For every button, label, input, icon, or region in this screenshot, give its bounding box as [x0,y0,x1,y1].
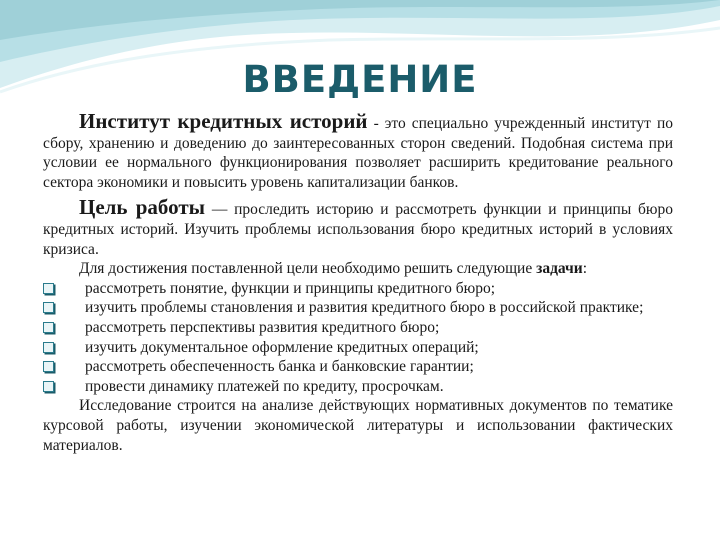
checkbox-bullet-icon [43,342,54,353]
tasks-intro [43,259,673,279]
slide-title: ВВЕДЕНИЕ [242,58,478,101]
list-item [43,338,673,358]
task-text: изучить проблемы становления и развития кредитного бюро в российской практике; [85,299,644,317]
task-text: рассмотреть обеспеченность банка и банковские гарантии; [85,358,474,376]
task-text: провести динамику платежей по кредиту, просрочкам. [85,377,444,395]
checkbox-bullet-icon [43,302,54,313]
task-text: изучить документальное оформление кредитных операций; [85,338,479,356]
paragraph-research: Исследование строится на анализе действующих нормативных документов по тематике курсовой работы, изучении экономической литературы и использовании фактических материалов. [43,397,673,454]
institute-definition: - это специально учрежденный институт по сбору, хранению и доведению до заинтересованных сторон сведений. Подобная система при условии ее нормального функционирования позволяет расширить кредитование реального сектора экономики и повысить уровень капитализации банков. [43,115,673,191]
checkbox-bullet-icon [43,322,54,333]
tasks-keyword: задачи [536,260,583,278]
checkbox-bullet-icon [43,283,54,294]
slide-body [43,109,673,455]
paragraph-institute [43,109,673,192]
tasks-intro-colon: : [582,260,588,278]
checkbox-bullet-icon [43,381,54,392]
task-text: рассмотреть перспективы развития кредитного бюро; [85,318,440,336]
task-list [43,279,673,397]
task-text: рассмотреть понятие, функции и принципы кредитного бюро; [85,279,496,297]
goal-text: — проследить историю и рассмотреть функции и принципы бюро кредитных историй. Изучить проблемы использования бюро кредитных историй в условиях кризиса. [43,201,673,258]
checkbox-bullet-icon [43,361,54,372]
list-item [43,279,673,299]
list-item [43,357,673,377]
list-item [43,318,673,338]
institute-term: Институт кредитных историй [79,109,368,133]
tasks-intro-text: Для достижения поставленной цели необходимо решить следующие [79,260,537,278]
list-item [43,298,673,318]
paragraph-goal [43,195,673,259]
list-item [43,377,673,397]
goal-term: Цель работы [79,195,206,220]
